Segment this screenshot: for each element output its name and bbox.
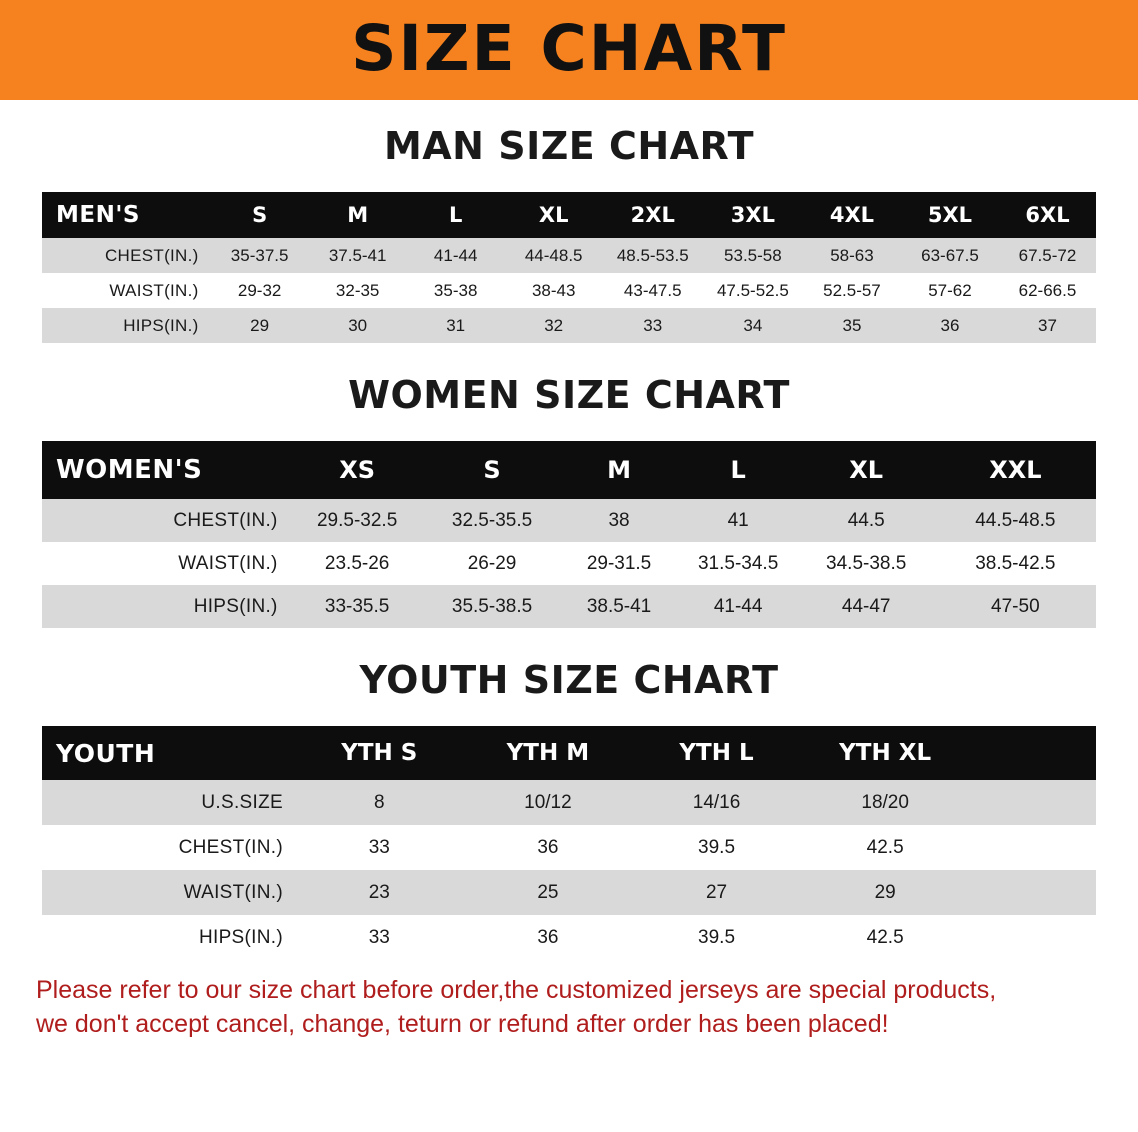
- cell: 30: [309, 308, 407, 343]
- cell: 47.5-52.5: [703, 273, 803, 308]
- row-label: WAIST(IN.): [42, 870, 295, 915]
- cell: 32-35: [309, 273, 407, 308]
- col-header: 6XL: [1025, 203, 1070, 227]
- women-section-title: WOMEN SIZE CHART: [348, 373, 790, 417]
- table-row: [42, 585, 1096, 628]
- header-banner: [0, 0, 1138, 100]
- row-label: HIPS(IN.): [42, 585, 290, 628]
- cell: 34: [703, 308, 803, 343]
- row-label: U.S.SIZE: [42, 780, 295, 825]
- cell: 25: [464, 870, 633, 915]
- cell: 29.5-32.5: [290, 499, 425, 542]
- row-label: WAIST(IN.): [42, 273, 211, 308]
- col-header: M: [347, 203, 369, 227]
- cell: 38-43: [505, 273, 603, 308]
- note-line-2: we don't accept cancel, change, teturn or refund after order has been placed!: [36, 1009, 889, 1038]
- col-header: XXL: [989, 456, 1042, 484]
- cell: 41-44: [679, 585, 798, 628]
- cell: 42.5: [801, 825, 970, 870]
- col-header: YTH L: [679, 740, 754, 766]
- col-header: S: [483, 456, 501, 484]
- col-header: L: [730, 456, 746, 484]
- col-header: 4XL: [829, 203, 875, 227]
- note-line-1: Please refer to our size chart before order,the customized jerseys are special products,: [36, 976, 997, 1004]
- table-row: [42, 915, 1096, 960]
- cell-spacer: [969, 870, 1096, 915]
- cell: 41-44: [407, 238, 505, 273]
- row-label: CHEST(IN.): [42, 825, 295, 870]
- cell: 39.5: [632, 915, 801, 960]
- return-policy-note: [36, 974, 1102, 1042]
- cell: 35-38: [407, 273, 505, 308]
- cell: 37.5-41: [309, 238, 407, 273]
- row-label: HIPS(IN.): [42, 308, 211, 343]
- cell: 34.5-38.5: [798, 542, 935, 585]
- cell: 29: [211, 308, 309, 343]
- cell: 53.5-58: [703, 238, 803, 273]
- table-row: [42, 542, 1096, 585]
- col-header: M: [607, 456, 631, 484]
- cell: 10/12: [464, 780, 633, 825]
- cell: 31: [407, 308, 505, 343]
- cell: 23: [295, 870, 464, 915]
- cell: 57-62: [901, 273, 999, 308]
- row-label: CHEST(IN.): [42, 238, 211, 273]
- cell: 37: [999, 308, 1096, 343]
- cell: 38.5-41: [560, 585, 679, 628]
- cell: 62-66.5: [999, 273, 1096, 308]
- men-size-table: [42, 192, 1096, 343]
- cell: 29-32: [211, 273, 309, 308]
- table-row: [42, 308, 1096, 343]
- cell: 33: [295, 915, 464, 960]
- page-title: SIZE CHART: [351, 11, 787, 85]
- col-header: S: [252, 203, 268, 227]
- cell-spacer: [969, 915, 1096, 960]
- cell: 29-31.5: [560, 542, 679, 585]
- cell: 36: [464, 915, 633, 960]
- cell: 35-37.5: [211, 238, 309, 273]
- cell: 32.5-35.5: [425, 499, 560, 542]
- cell: 27: [632, 870, 801, 915]
- cell-spacer: [969, 780, 1096, 825]
- table-row: [42, 499, 1096, 542]
- table-header-row: [42, 192, 1096, 238]
- row-label: CHEST(IN.): [42, 499, 290, 542]
- cell: 38.5-42.5: [935, 542, 1096, 585]
- table-header-row: [42, 441, 1096, 499]
- col-header: XL: [849, 456, 884, 484]
- cell: 44-48.5: [505, 238, 603, 273]
- cell: 63-67.5: [901, 238, 999, 273]
- table-row: [42, 238, 1096, 273]
- col-header: YTH M: [506, 740, 590, 766]
- cell: 29: [801, 870, 970, 915]
- cell: 26-29: [425, 542, 560, 585]
- cell: 43-47.5: [603, 273, 703, 308]
- women-size-table-wrapper: [42, 441, 1096, 628]
- cell: 41: [679, 499, 798, 542]
- cell: 35: [803, 308, 901, 343]
- men-section-title: MAN SIZE CHART: [383, 124, 755, 168]
- col-header: YOUTH: [56, 738, 156, 768]
- cell: 35.5-38.5: [425, 585, 560, 628]
- cell: 58-63: [803, 238, 901, 273]
- cell: 23.5-26: [290, 542, 425, 585]
- col-header: L: [448, 203, 463, 227]
- cell: 44.5-48.5: [935, 499, 1096, 542]
- col-header: XL: [538, 203, 569, 227]
- cell: 67.5-72: [999, 238, 1096, 273]
- cell: 44-47: [798, 585, 935, 628]
- row-label: WAIST(IN.): [42, 542, 290, 585]
- cell: 33: [603, 308, 703, 343]
- col-header: WOMEN'S: [56, 455, 203, 485]
- col-header: 5XL: [927, 203, 973, 227]
- youth-size-table-wrapper: [42, 726, 1096, 960]
- col-header: YTH S: [341, 740, 418, 766]
- cell: 36: [464, 825, 633, 870]
- cell-spacer: [969, 825, 1096, 870]
- cell: 38: [560, 499, 679, 542]
- col-header: 2XL: [630, 203, 675, 227]
- youth-section-title: YOUTH SIZE CHART: [359, 658, 779, 702]
- row-label: HIPS(IN.): [42, 915, 295, 960]
- cell: 48.5-53.5: [603, 238, 703, 273]
- cell: 44.5: [798, 499, 935, 542]
- men-size-table-wrapper: [42, 192, 1096, 343]
- col-header: 3XL: [730, 203, 775, 227]
- youth-size-table: [42, 726, 1096, 960]
- table-row: [42, 273, 1096, 308]
- col-header-spacer: [969, 726, 1096, 780]
- cell: 33: [295, 825, 464, 870]
- cell: 31.5-34.5: [679, 542, 798, 585]
- col-header: MEN'S: [56, 202, 140, 228]
- cell: 32: [505, 308, 603, 343]
- cell: 47-50: [935, 585, 1096, 628]
- cell: 33-35.5: [290, 585, 425, 628]
- col-header: XS: [339, 456, 376, 484]
- table-row: [42, 780, 1096, 825]
- cell: 18/20: [801, 780, 970, 825]
- women-size-table: [42, 441, 1096, 628]
- cell: 42.5: [801, 915, 970, 960]
- cell: 14/16: [632, 780, 801, 825]
- col-header: YTH XL: [839, 740, 932, 766]
- table-header-row: [42, 726, 1096, 780]
- cell: 52.5-57: [803, 273, 901, 308]
- cell: 39.5: [632, 825, 801, 870]
- table-row: [42, 825, 1096, 870]
- cell: 8: [295, 780, 464, 825]
- cell: 36: [901, 308, 999, 343]
- table-row: [42, 870, 1096, 915]
